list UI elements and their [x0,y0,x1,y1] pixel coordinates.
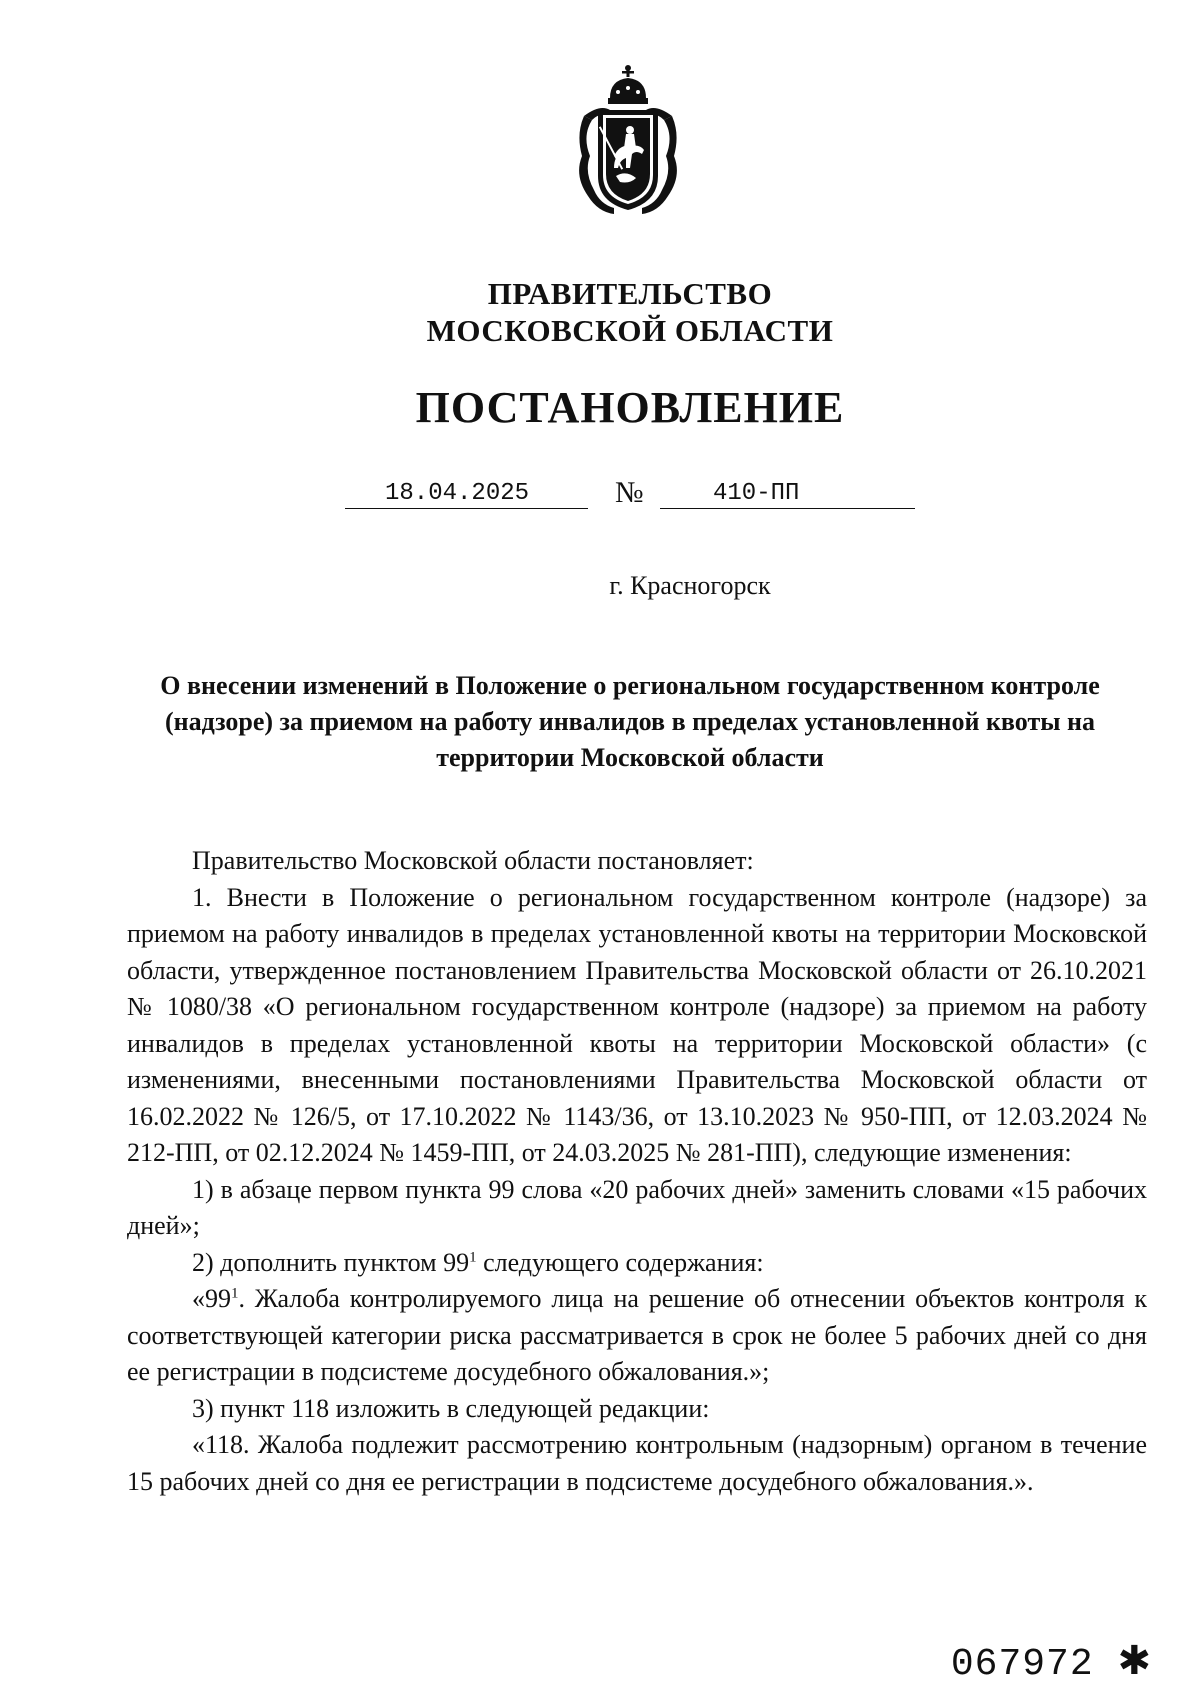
date-underline [345,508,588,509]
asterisk-icon: ✱ [1117,1638,1152,1684]
paragraph-3-text-a: 2) дополнить пунктом 99 [192,1247,470,1277]
date-number-line [345,478,915,512]
serial-digits: 067972 [950,1643,1094,1686]
coat-of-arms-icon [570,64,686,220]
paragraph-6: «118. Жалоба подлежит рассмотрению контрольным (надзорным) органом в течение 15 рабочих дней со дня ее регистрации в подсистеме досудебного обжалования.». [127,1430,1147,1496]
document-body [127,843,1147,1500]
paragraph-4 [127,1281,1147,1391]
paragraph-2: 1) в абзаце первом пункта 99 слова «20 рабочих дней» заменить словами «15 рабочих дней»; [127,1174,1147,1240]
serial-number [951,1638,1152,1686]
document-number: 410-ПП [713,480,800,507]
number-sign: № [615,476,644,509]
paragraph-4-text-a: «99 [192,1284,231,1313]
paragraph-3-text-b: следующего содержания: [476,1247,764,1277]
document-date: 18.04.2025 [385,480,530,507]
paragraph-4-text-b: . Жалоба контролируемого лица на решение об отнесении объектов контроля к соответствующей категории риска рассматривается в срок не более 5 рабочих дней со дня ее регистрации в подсистеме досудебного обжалования.»; [127,1284,1147,1386]
government-name-line-2: МОСКОВСКОЙ ОБЛАСТИ [426,313,834,348]
paragraph-1: 1. Внести в Положение о региональном государственном контроле (надзоре) за приемом на работу инвалидов в пределах установленной квоты на территории Московской области, утвержденное постановлением Правительства Московской области от 26.10.2021 № 1080/38 «О региональном государственном контроле (надзоре) за приемом на работу инвалидов в пределах установленной квоты на территории Московской области» (с изменениями, внесенными постановлениями Правительства Московской области от 16.02.2022 № 126/5, от 17.10.2022 № 1143/36, от 13.10.2023 № 950-ПП, от 12.03.2024 № 212-ПП, от 02.12.2024 № 1459-ПП, от 24.03.2025 № 281-ПП), следующие изменения: [127,882,1147,1167]
document-type-title: ПОСТАНОВЛЕНИЕ [415,383,845,432]
intro-paragraph: Правительство Московской области постановляет: [192,846,754,875]
government-name-line-1: ПРАВИТЕЛЬСТВО [487,276,773,311]
paragraph-3-superscript: 1 [469,1248,477,1265]
city: г. Красногорск [609,571,771,600]
paragraph-4-superscript: 1 [231,1285,239,1302]
paragraph-3 [127,1245,1147,1282]
document-heading: О внесении изменений в Положение о региональном государственном контроле (надзоре) за приемом на работу инвалидов в пределах установленной квоты на территории Московской области [160,671,1100,772]
city-line [0,571,1200,601]
number-underline [660,508,915,509]
paragraph-5: 3) пункт 118 изложить в следующей редакции: [192,1393,710,1423]
